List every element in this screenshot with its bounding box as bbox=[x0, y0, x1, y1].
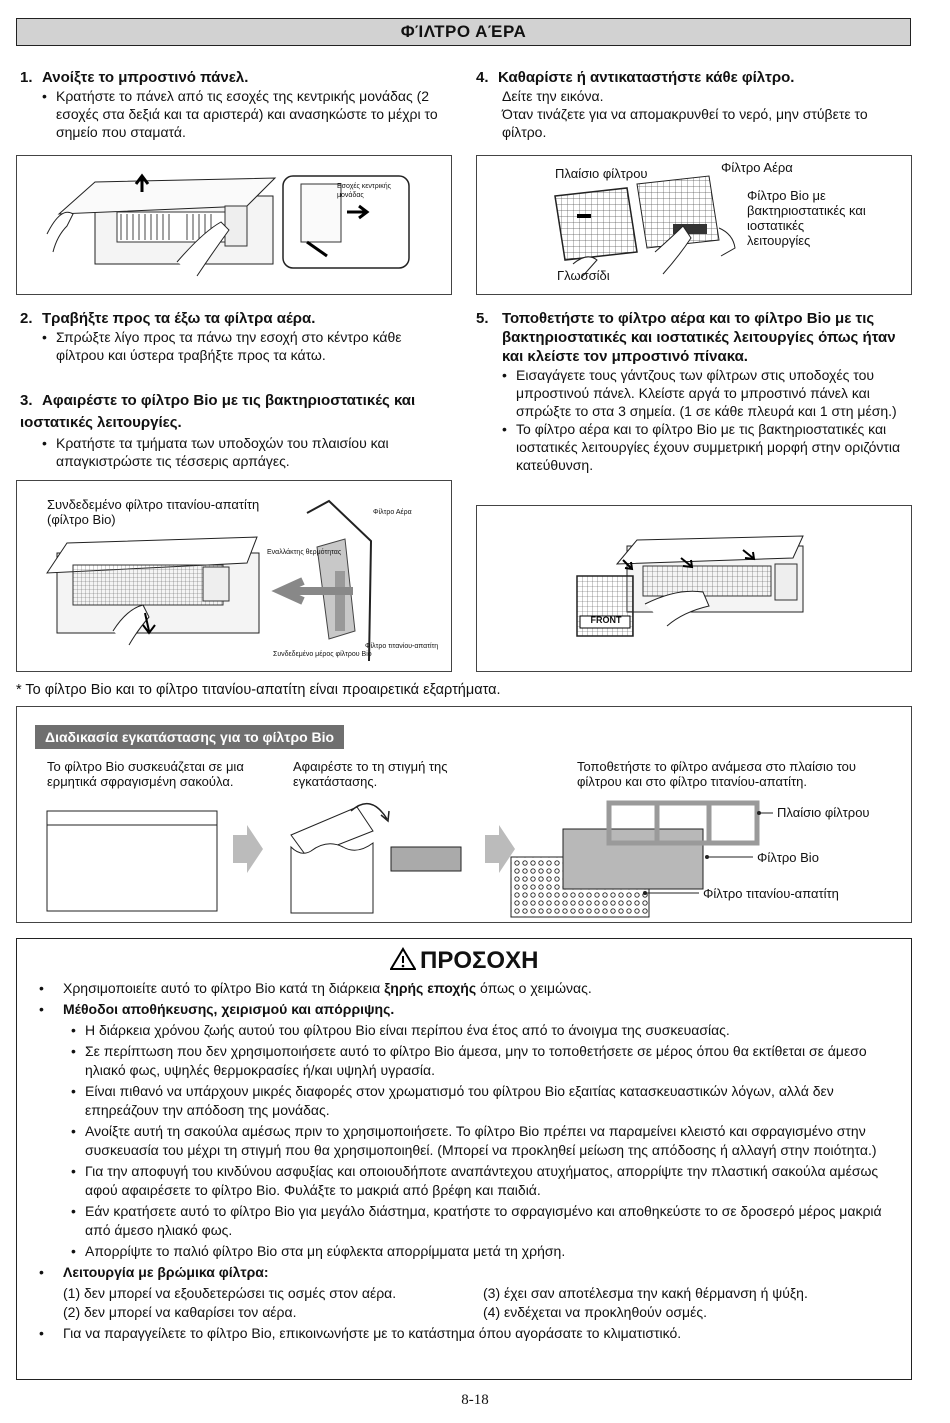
tab-label: Γλωσσίδι bbox=[557, 268, 610, 283]
procedure-box bbox=[16, 706, 912, 923]
step-3-bullet: • Κρατήστε τα τμήματα των υποδοχών του πλαισίου και απαγκιστρώστε τις τέσσερις αρπάγες. bbox=[42, 434, 450, 470]
warning-triangle-icon bbox=[390, 955, 420, 972]
caution-bullet-1: • Χρησιμοποιείτε αυτό το φίλτρο Bio κατά τη διάρκεια ξηρής εποχής όπως ο χειμώνας. bbox=[39, 980, 592, 996]
bio-connected-label: Συνδεδεμένο φίλτρο τιτανίου-απατίτη (φίλτρο Bio) bbox=[47, 497, 260, 527]
reinstall-illustration bbox=[477, 506, 911, 671]
figure-reinstall bbox=[476, 505, 912, 672]
step-5 bbox=[476, 309, 911, 474]
caution-header bbox=[17, 947, 911, 975]
caution-title: ΠΡΟΣΟΧΗ bbox=[420, 947, 539, 974]
frame-layer-label: Πλαίσιο φίλτρου bbox=[777, 805, 870, 820]
step-4-line-1: Δείτε την εικόνα. bbox=[502, 88, 604, 104]
dirty-filter-list bbox=[63, 1284, 893, 1322]
step-5-bullet-2: • Το φίλτρο αέρα και το φίλτρο Bio με τις βακτηριοστατικές και ιοστατικές λειτουργίες έχουν συμμετρική μορφή στην οριζόντια κατεύθυνση. bbox=[502, 420, 911, 474]
step-2-number: 2. bbox=[20, 310, 33, 327]
dirty-item-2: (2) δεν μπορεί να καθαρίσει τον αέρα. bbox=[63, 1304, 297, 1320]
air-filter-small-label: Φίλτρο Αέρα bbox=[373, 509, 412, 516]
recess-label: Εσοχές κεντρικής μονάδας bbox=[337, 183, 391, 199]
step-4-title: Καθαρίστε ή αντικαταστήστε κάθε φίλτρο. bbox=[498, 69, 795, 86]
step-5-number: 5. bbox=[476, 310, 489, 327]
bio-layer-label: Φίλτρο Bio bbox=[757, 850, 819, 865]
step-2 bbox=[20, 309, 450, 364]
joined-part-label: Συνδεδεμένο μέρος φίλτρου Bio bbox=[273, 651, 372, 658]
step-4-number: 4. bbox=[476, 69, 489, 86]
step-1 bbox=[20, 68, 450, 141]
caution-bullet-3: • Λειτουργία με βρώμικα φίλτρα: bbox=[39, 1264, 269, 1280]
caution-bullet-2: • Μέθοδοι αποθήκευσης, χειρισμού και απόρριψης. bbox=[39, 1001, 395, 1017]
page-title: ΦΊΛΤΡΟ ΑΈΡΑ bbox=[16, 18, 911, 46]
step-5-bullet-1: • Εισαγάγετε τους γάντζους των φίλτρων στις υποδοχές του μπροστινού πάνελ. Κλείστε αργά το μπροστινό πάνελ και σπρώξτε το στα 3 σημεία. (1 σε κάθε πλευρά και 1 στη μέση.) bbox=[502, 366, 911, 420]
caution-sub-4: • Ανοίξτε αυτή τη σακούλα αμέσως πριν το χρησιμοποιήσετε. Το φίλτρο Bio πρέπει να παραμείνει κλειστό και σφραγισμένο στην συσκευασία του μέχρι τη στιγμή που θα χρησιμοποιηθεί. (Μπορεί να προκληθεί μείωση της απόδοσης ή αλλαγή στην ποιότητα.) bbox=[71, 1123, 877, 1158]
caution-box bbox=[16, 938, 912, 1380]
dirty-item-3: (3) έχει σαν αποτέλεσμα την κακή θέρμανση ή ψύξη. bbox=[483, 1285, 808, 1301]
step-4-line-2: Όταν τινάζετε για να απομακρυνθεί το νερό, μην στύβετε το φίλτρο. bbox=[502, 106, 868, 140]
step-4 bbox=[476, 68, 911, 141]
procedure-step-2-text: Αφαιρέστε το τη στιγμή της εγκατάστασης. bbox=[293, 759, 448, 789]
figure-clean-filter bbox=[476, 155, 912, 295]
procedure-step-3-text: Τοποθετήστε το φίλτρο ανάμεσα στο πλαίσιο του φίλτρου και στο φίλτρο τιτανίου-απατίτη. bbox=[577, 759, 857, 789]
caution-sub-2: • Σε περίπτωση που δεν χρησιμοποιήσετε αυτό το φίλτρο Bio άμεσα, μην το τοποθετήσετε σε μέρος όπου θα εκτίθεται σε άμεσο ηλιακό φως, υψηλές θερμοκρασίες ή/και υψηλή υγρασία. bbox=[71, 1043, 867, 1078]
titanium-small-label: Φίλτρο τιτανίου-απατίτη bbox=[365, 643, 439, 650]
dirty-item-4: (4) ενδέχεται να προκληθούν οσμές. bbox=[483, 1304, 707, 1320]
titanium-layer-label: Φίλτρο τιτανίου-απατίτη bbox=[703, 886, 839, 901]
step-3 bbox=[20, 390, 450, 470]
bio-filter-label: Φίλτρο Bio με βακτηριοστατικές και ιοστατικές λειτουργίες bbox=[747, 188, 866, 248]
procedure-title: Διαδικασία εγκατάστασης για το φίλτρο Bio bbox=[35, 725, 344, 749]
caution-sub-1: • Η διάρκεια χρόνου ζωής αυτού του φίλτρου Bio είναι περίπου ένα έτος από το άνοιγμα της συσκευασίας. bbox=[71, 1022, 730, 1038]
step-5-title: Τοποθετήστε το φίλτρο αέρα και το φίλτρο Bio με τις βακτηριοστατικές και ιοστατικές λειτουργίες όπως ήταν και κλείστε τον μπροστινό πίνακα. bbox=[502, 310, 896, 365]
optional-note: * Το φίλτρο Bio και το φίλτρο τιτανίου-απατίτη είναι προαιρετικά εξαρτήματα. bbox=[16, 682, 501, 698]
step-1-number: 1. bbox=[20, 69, 33, 86]
step-3-title: Αφαιρέστε το φίλτρο Bio με τις βακτηριοστατικές και ιοστατικές λειτουργίες. bbox=[20, 392, 416, 431]
figure-open-panel bbox=[16, 155, 452, 295]
page-number: 8-18 bbox=[461, 1392, 489, 1408]
air-filter-label: Φίλτρο Αέρα bbox=[721, 160, 793, 175]
front-label: FRONT bbox=[590, 615, 622, 625]
step-3-number: 3. bbox=[20, 392, 33, 409]
caution-sub-3: • Είναι πιθανό να υπάρχουν μικρές διαφορές στον χρωματισμό του φίλτρου Bio εξαιτίας κατασκευαστικών λόγων, αλλά δεν επηρεάζουν την απόδοση της μονάδας. bbox=[71, 1083, 834, 1118]
caution-sub-6: • Εάν κρατήσετε αυτό το φίλτρο Bio για μεγάλο διάστημα, κρατήστε το σφραγισμένο και αποθηκεύστε το σε δροσερό μέρος μακριά από άμεσο ηλιακό φως. bbox=[71, 1203, 882, 1238]
step-2-title: Τραβήξτε προς τα έξω τα φίλτρα αέρα. bbox=[42, 310, 316, 327]
caution-sub-7: • Απορρίψτε το παλιό φίλτρο Bio στα μη εύφλεκτα απορρίμματα μετά τη χρήση. bbox=[71, 1243, 566, 1259]
caution-bullet-4: • Για να παραγγείλετε το φίλτρο Bio, επικοινωνήστε με το κατάστημα όπου αγοράσατε το κλιματιστικό. bbox=[39, 1325, 682, 1341]
procedure-step-1-text: Το φίλτρο Bio συσκευάζεται σε μια ερμητικά σφραγισμένη σακούλα. bbox=[47, 759, 244, 789]
step-1-bullet: • Κρατήστε το πάνελ από τις εσοχές της κεντρικής μονάδας (2 εσοχές στα δεξιά και τα αριστερά) και ανασηκώστε το μέχρι το σημείο που σταματά. bbox=[42, 87, 450, 141]
figure-remove-bio-filter bbox=[16, 480, 452, 672]
frame-label: Πλαίσιο φίλτρου bbox=[555, 166, 648, 181]
step-1-title: Ανοίξτε το μπροστινό πάνελ. bbox=[42, 69, 249, 86]
step-2-bullet: • Σπρώξτε λίγο προς τα πάνω την εσοχή στο κέντρο κάθε φίλτρου και ύστερα τραβήξτε προς τα κάτω. bbox=[42, 328, 450, 364]
caution-sub-5: • Για την αποφυγή του κινδύνου ασφυξίας και οποιουδήποτε αναπάντεχου ατυχήματος, απορρίψτε την πλαστική σακούλα αμέσως αφού αφαιρέσετε το φίλτρο Bio. Φυλάξτε το μακριά από βρέφη και παιδιά. bbox=[71, 1163, 879, 1198]
dirty-item-1: (1) δεν μπορεί να εξουδετερώσει τις οσμές στον αέρα. bbox=[63, 1285, 397, 1301]
heat-exchanger-label: Εναλλάκτης θερμότητας bbox=[267, 549, 342, 556]
open-panel-illustration bbox=[17, 156, 451, 294]
